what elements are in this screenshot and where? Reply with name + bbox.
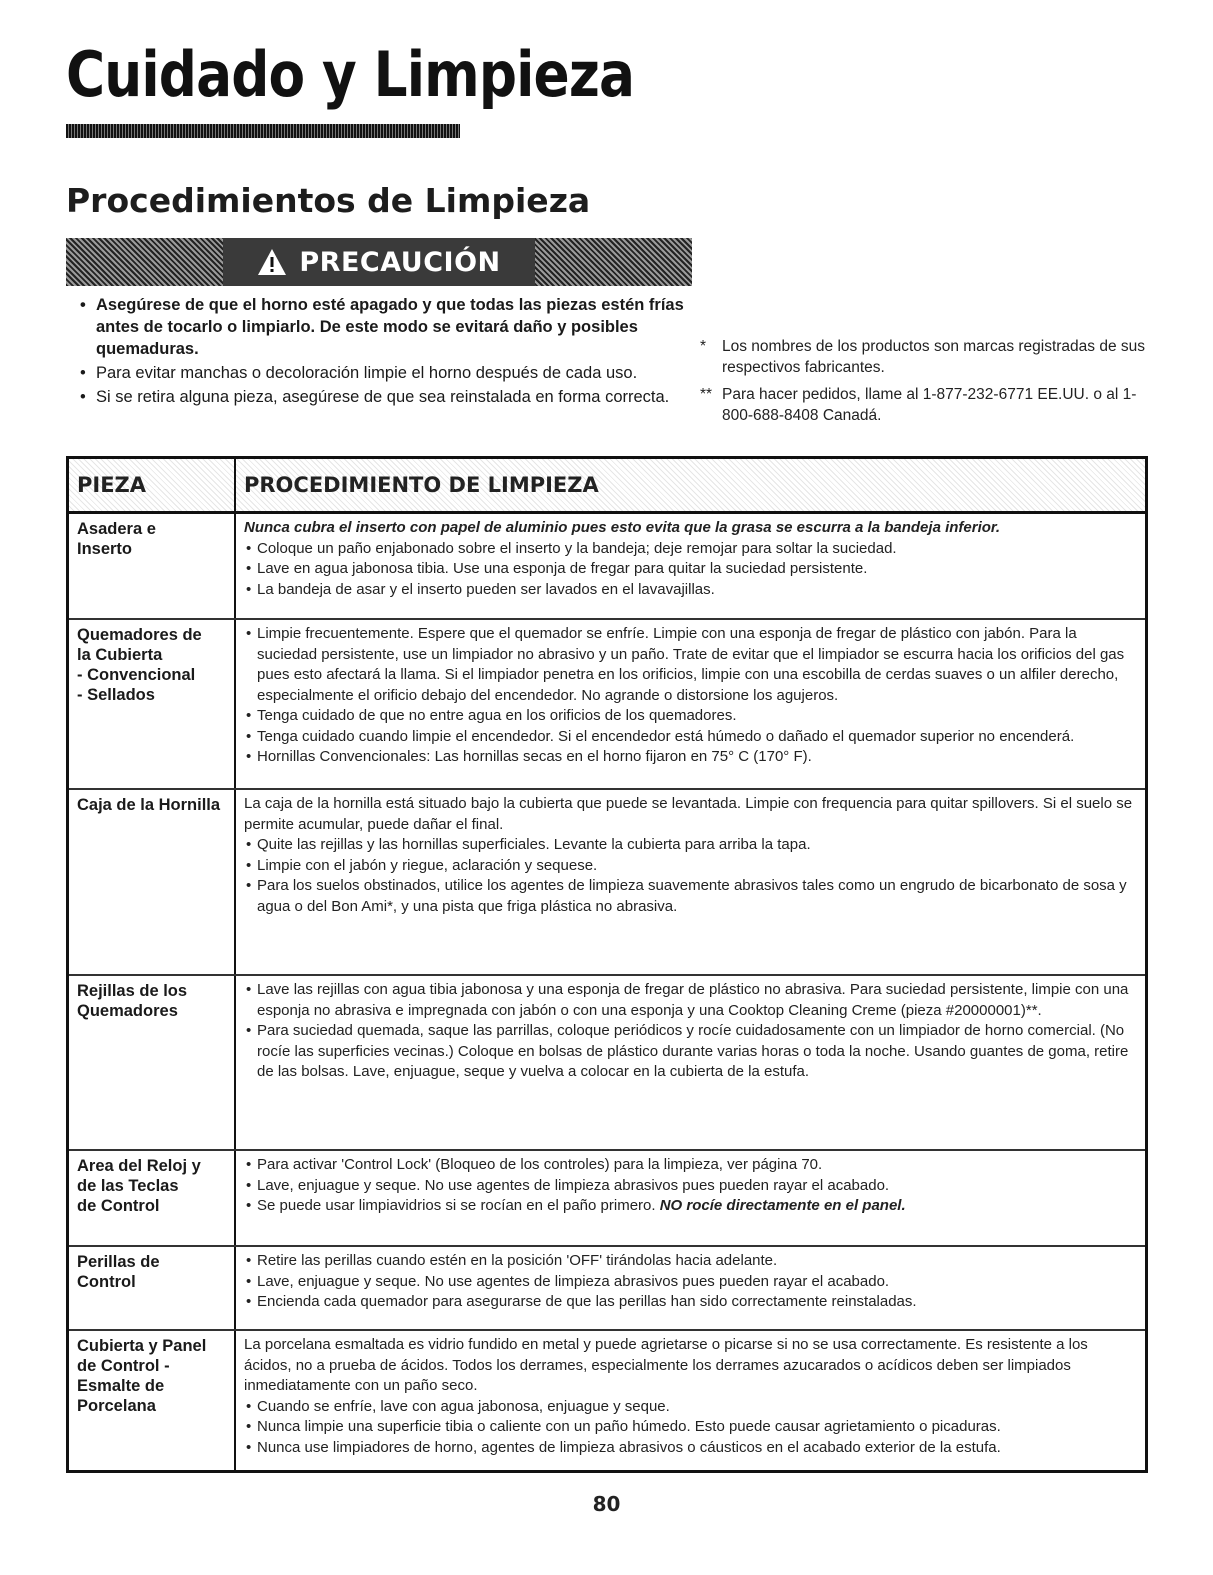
table-row <box>69 620 1145 790</box>
footnote-trademark <box>700 336 1160 378</box>
footnote-ordering <box>700 384 1160 426</box>
procedure-item <box>244 1196 1137 1217</box>
procedure-list <box>244 624 1137 768</box>
procedure-item: • Nunca limpie una superficie tibia o caliente con un paño húmedo. Esto puede causar agrietamiento o picaduras. <box>244 1417 1137 1438</box>
procedure-item: • Tenga cuidado de que no entre agua en los orificios de los quemadores. <box>244 706 1137 727</box>
footnote-text: Los nombres de los productos son marcas registradas de sus respectivos fabricantes. <box>722 338 1146 376</box>
table-row <box>69 514 1145 620</box>
table-body <box>69 514 1145 1470</box>
warning-triangle-icon <box>257 248 287 276</box>
footnote-text: Para hacer pedidos, llame al 1-877-232-6771 EE.UU. o al 1-800-688-8408 Canadá. <box>722 386 1137 424</box>
part-cell <box>69 1151 236 1245</box>
part-cell <box>69 1247 236 1329</box>
page-number: 80 <box>592 1492 621 1516</box>
part-label: la Cubierta <box>77 646 163 664</box>
procedure-cell <box>236 790 1145 974</box>
part-label: Cubierta y Panel <box>77 1337 207 1355</box>
chapter-title-rule <box>66 124 460 138</box>
part-label: Rejillas de los <box>77 982 188 1000</box>
procedure-lead: La porcelana esmaltada es vidrio fundido en metal y puede agrietarse o picarse si no se usa correctamente. Es resistente a los ácidos, no a prueba de ácidos. Todos los derrames, especialmente los derrames azucarados o acídicos deben ser limpiados inmediatamente con un paño seco. <box>244 1336 1088 1394</box>
procedure-item: • Para activar 'Control Lock' (Bloqueo de los controles) para la limpieza, ver página 70. <box>244 1155 1137 1176</box>
cleaning-table <box>66 456 1148 1473</box>
procedure-cell <box>236 1151 1145 1245</box>
table-row <box>69 1247 1145 1331</box>
part-cell <box>69 1331 236 1470</box>
chapter-title: Cuidado y Limpieza <box>66 38 635 111</box>
caution-list <box>74 294 694 410</box>
part-label: Area del Reloj y <box>77 1157 201 1175</box>
procedure-item: • Quite las rejillas y las hornillas superficiales. Levante la cubierta para arriba la tapa. <box>244 835 1137 856</box>
procedure-item: • Para suciedad quemada, saque las parrillas, coloque periódicos y rocíe cuidadosamente con un limpiador de horno comercial. (No rocíe las superficies vecinas.) Coloque en bolsas de plástico durante varias horas o toda la noche. Usando guantes de goma, retire de las bolsas. Lave, enjuague, seque y vuelva a colocar en la cubierta de la estufa. <box>244 1021 1137 1083</box>
footnote-mark: * <box>700 338 707 355</box>
part-label: - Convencional <box>77 666 196 684</box>
section-title: Procedimientos de Limpieza <box>66 181 591 220</box>
part-label: Porcelana <box>77 1397 156 1415</box>
part-label: Caja de la Hornilla <box>77 796 221 814</box>
part-cell <box>69 790 236 974</box>
part-label: Quemadores <box>77 1002 178 1020</box>
part-label: Inserto <box>77 540 133 558</box>
procedure-list <box>244 980 1137 1083</box>
procedure-item: • Lave en agua jabonosa tibia. Use una esponja de fregar para quitar la suciedad persistente. <box>244 559 1137 580</box>
header-part: PIEZA <box>69 459 236 511</box>
procedure-item: • Limpie con el jabón y riegue, aclaración y sequese. <box>244 856 1137 877</box>
footnote-mark: ** <box>700 386 713 403</box>
header-procedure: PROCEDIMIENTO DE LIMPIEZA <box>244 473 599 497</box>
procedure-item: • La bandeja de asar y el inserto pueden ser lavados en el lavavajillas. <box>244 580 1137 601</box>
procedure-item: • Lave las rejillas con agua tibia jabonosa y una esponja de fregar de plástico no abrasiva. Para suciedad persistente, limpie con una esponja no abrasiva e impregnada con jabón o con una esponja y una Cooktop Cleaning Creme (pieza #20000001)**. <box>244 980 1137 1021</box>
table-row <box>69 976 1145 1151</box>
procedure-cell <box>236 514 1145 618</box>
procedure-item: • Tenga cuidado cuando limpie el encendedor. Si el encendedor está húmedo o dañado el quemador superior no encenderá. <box>244 727 1137 748</box>
procedure-lead: Nunca cubra el inserto con papel de aluminio pues esto evita que la grasa se escurra a la bandeja inferior. <box>244 519 1001 536</box>
procedure-item: • Hornillas Convencionales: Las hornillas secas en el horno fijaron en 75° C (170° F). <box>244 747 1137 768</box>
caution-banner <box>66 238 692 286</box>
procedure-warning-text: NO rocíe directamente en el panel. <box>659 1197 906 1214</box>
part-label: Control <box>77 1273 136 1291</box>
procedure-item: • Coloque un paño enjabonado sobre el inserto y la bandeja; deje remojar para soltar la suciedad. <box>244 539 1137 560</box>
procedure-list <box>244 1397 1137 1459</box>
procedure-item: • Nunca use limpiadores de horno, agentes de limpieza abrasivos o cáusticos en el acabado exterior de la estufa. <box>244 1438 1137 1459</box>
table-row <box>69 1331 1145 1470</box>
part-label: de las Teclas <box>77 1177 179 1195</box>
part-cell <box>69 976 236 1149</box>
procedure-cell <box>236 620 1145 788</box>
part-label: Perillas de <box>77 1253 160 1271</box>
procedure-item: • Lave, enjuague y seque. No use agentes de limpieza abrasivos pues pueden rayar el acabado. <box>244 1272 1137 1293</box>
footnotes <box>700 336 1160 432</box>
table-header <box>69 459 1145 514</box>
procedure-item: • Lave, enjuague y seque. No use agentes de limpieza abrasivos pues pueden rayar el acabado. <box>244 1176 1137 1197</box>
procedure-list <box>244 539 1137 601</box>
caution-banner-inner <box>223 238 534 286</box>
caution-item: • Si se retira alguna pieza, asegúrese de que sea reinstalada en forma correcta. <box>74 386 694 408</box>
procedure-cell <box>236 1331 1145 1470</box>
procedure-item: • Para los suelos obstinados, utilice los agentes de limpieza suavemente abrasivos tales como un engrudo de bicarbonato de sosa y agua o del Bon Ami*, y una pista que friga plástica no abrasiva. <box>244 876 1137 917</box>
table-row <box>69 790 1145 976</box>
part-label: de Control - <box>77 1357 170 1375</box>
part-label: Esmalte de <box>77 1377 165 1395</box>
procedure-item: • Cuando se enfríe, lave con agua jabonosa, enjuague y seque. <box>244 1397 1137 1418</box>
procedure-item: • Encienda cada quemador para asegurarse de que las perillas han sido correctamente reinstaladas. <box>244 1292 1137 1313</box>
procedure-list <box>244 835 1137 917</box>
part-label: de Control <box>77 1197 160 1215</box>
procedure-lead: La caja de la hornilla está situado bajo la cubierta que puede se levantada. Limpie con frequencia para quitar spillovers. Si el suelo se permite acumular, puede dañar el final. <box>244 795 1133 833</box>
procedure-item: • Retire las perillas cuando estén en la posición 'OFF' tirándolas hacia adelante. <box>244 1251 1137 1272</box>
procedure-list <box>244 1251 1137 1313</box>
part-label: Asadera e <box>77 520 156 538</box>
procedure-cell <box>236 976 1145 1149</box>
caution-item: • Asegúrese de que el horno esté apagado y que todas las piezas estén frías antes de tocarlo o limpiarlo. De este modo se evitará daño y posibles quemaduras. <box>74 294 694 360</box>
part-label: - Sellados <box>77 686 155 704</box>
procedure-cell <box>236 1247 1145 1329</box>
procedure-list <box>244 1155 1137 1217</box>
part-cell <box>69 620 236 788</box>
procedure-item: • Limpie frecuentemente. Espere que el quemador se enfríe. Limpie con una esponja de fregar de plástico con jabón. Para la suciedad persistente, use un limpiador no abrasivo y un paño. Trate de evitar que el limpiador se escurra hacia los orificios del gas pues esto afectará la llama. Si el limpiador penetra en los orificios, limpie con una escobilla de cerdas suaves o un alfiler derecho, especialmente el orificio debajo del encendedor. No agrande o distorsione los agujeros. <box>244 624 1137 706</box>
caution-label: PRECAUCIÓN <box>299 246 501 278</box>
part-label: Quemadores de <box>77 626 202 644</box>
procedure-item-text: Se puede usar limpiavidrios si se rocían en el paño primero. <box>257 1197 656 1214</box>
caution-item: • Para evitar manchas o decoloración limpie el horno después de cada uso. <box>74 362 694 384</box>
table-row <box>69 1151 1145 1247</box>
part-cell <box>69 514 236 618</box>
